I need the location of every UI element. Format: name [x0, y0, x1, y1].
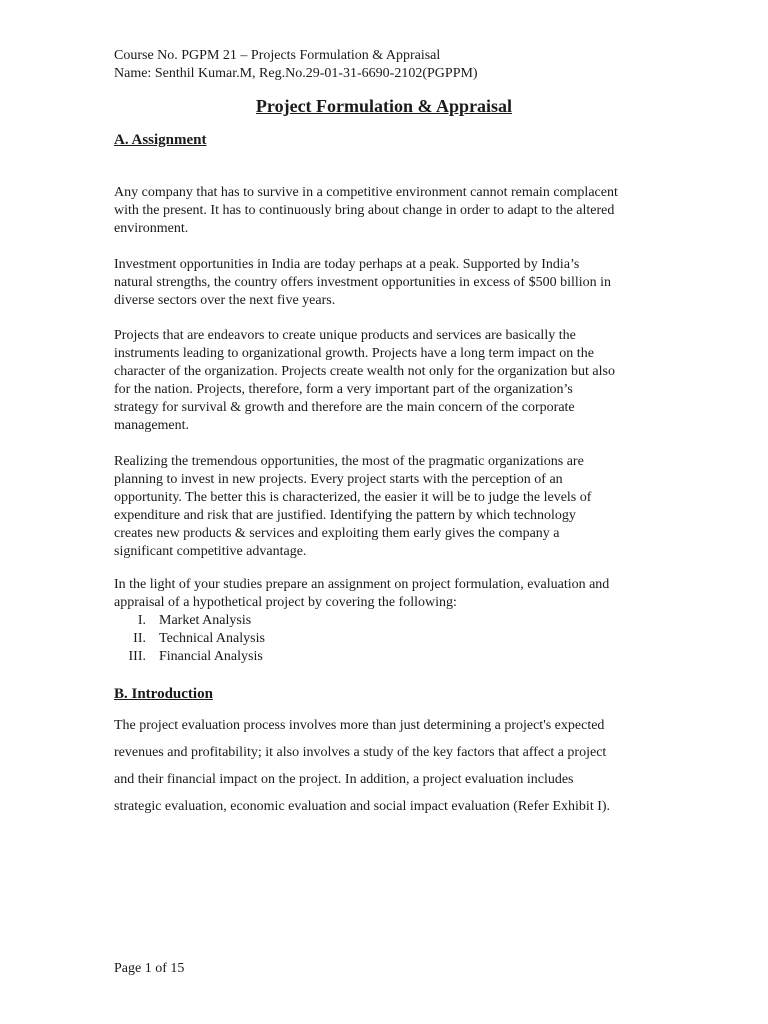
page-number-footer: Page 1 of 15: [114, 961, 185, 976]
text-line: expenditure and risk that are justified. Identifying the pattern by which technology: [114, 508, 576, 523]
list-item-number: III.: [128, 649, 146, 664]
text-line: significant competitive advantage.: [114, 544, 307, 559]
paragraph-1: [114, 184, 659, 238]
text-line: Realizing the tremendous opportunities, the most of the pragmatic organizations are: [114, 454, 584, 469]
course-line: Course No. PGPM 21 – Projects Formulation & Appraisal: [114, 48, 441, 63]
text-line: for the nation. Projects, therefore, form a very important part of the organization’s: [114, 382, 573, 397]
section-heading-assignment: A. Assignment: [114, 132, 207, 148]
list-item-number: II.: [133, 631, 146, 646]
text-line: The project evaluation process involves more than just determining a project's expected: [114, 718, 605, 733]
text-line: Investment opportunities in India are today perhaps at a peak. Supported by India’s: [114, 257, 580, 272]
section-heading-introduction: B. Introduction: [114, 686, 213, 702]
text-line: diverse sectors over the next five years.: [114, 293, 336, 308]
text-line: environment.: [114, 221, 189, 236]
paragraph-3: [114, 327, 659, 435]
text-line: creates new products & services and exploiting them early gives the company a: [114, 526, 560, 541]
text-line: Projects that are endeavors to create unique products and services are basically the: [114, 328, 576, 343]
text-line: strategic evaluation, economic evaluation and social impact evaluation (Refer Exhibit I).: [114, 799, 611, 814]
text-line: planning to invest in new projects. Every project starts with the perception of an: [114, 472, 563, 487]
text-line: appraisal of a hypothetical project by covering the following:: [114, 595, 457, 610]
student-name-line: Name: Senthil Kumar.M, Reg.No.29-01-31-6690-2102(PGPPM): [114, 66, 478, 81]
text-line: management.: [114, 418, 190, 433]
text-line: revenues and profitability; it also involves a study of the key factors that affect a project: [114, 745, 607, 760]
introduction-paragraph: [114, 712, 610, 820]
list-item-label: Market Analysis: [159, 613, 252, 628]
paragraph-4: [114, 453, 659, 561]
text-line: strategy for survival & growth and therefore are the main concern of the corporate: [114, 400, 575, 415]
text-line: opportunity. The better this is characterized, the easier it will be to judge the levels of: [114, 490, 592, 505]
document-header: [114, 47, 478, 83]
document-title: Project Formulation & Appraisal: [255, 96, 513, 116]
text-line: instruments leading to organizational growth. Projects have a long term impact on the: [114, 346, 594, 361]
text-line: with the present. It has to continuously bring about change in order to adapt to the altered: [114, 203, 615, 218]
paragraph-5: [114, 576, 659, 612]
text-line: and their financial impact on the project. In addition, a project evaluation includes: [114, 772, 574, 787]
paragraph-2: [114, 256, 659, 310]
text-line: character of the organization. Projects create wealth not only for the organization but also: [114, 364, 615, 379]
text-line: Any company that has to survive in a competitive environment cannot remain complacent: [114, 185, 618, 200]
list-item-label: Technical Analysis: [159, 631, 265, 646]
text-line: In the light of your studies prepare an assignment on project formulation, evaluation and: [114, 577, 610, 592]
text-line: natural strengths, the country offers investment opportunities in excess of $500 billion in: [114, 275, 612, 290]
list-item-label: Financial Analysis: [159, 649, 263, 664]
list-item-number: I.: [137, 613, 146, 628]
